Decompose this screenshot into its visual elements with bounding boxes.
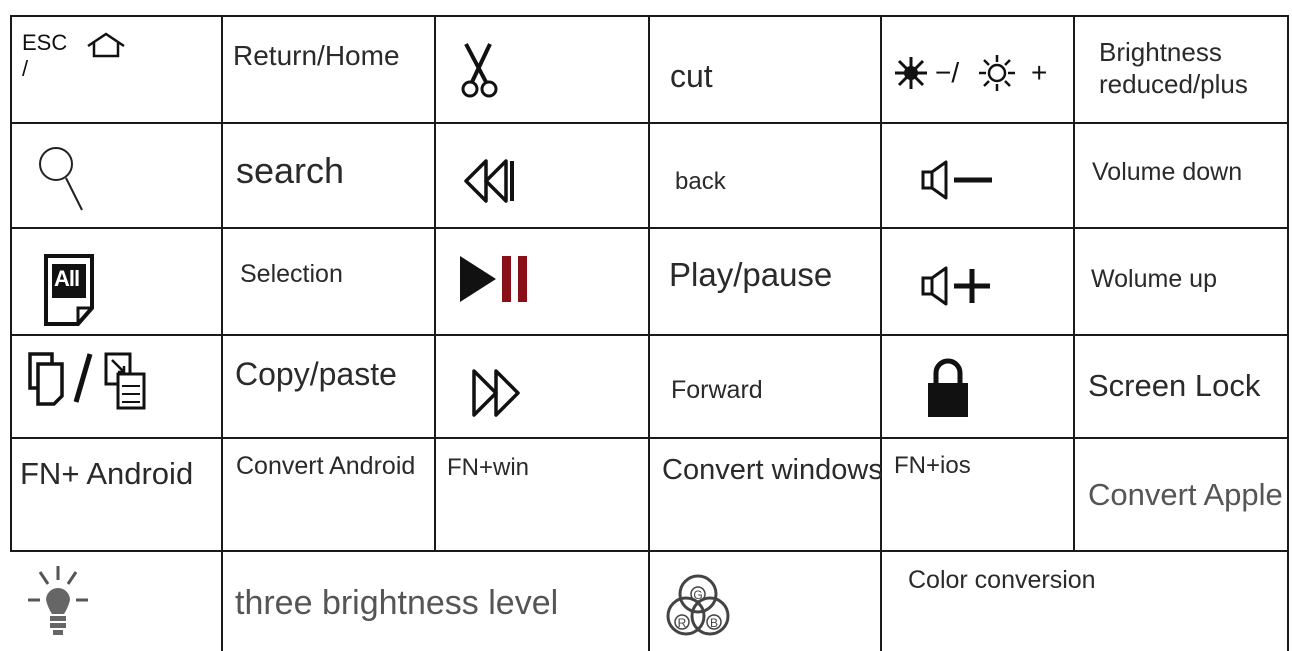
- desc-play-pause: Play/pause: [669, 256, 833, 293]
- lock-icon: [926, 355, 970, 419]
- desc-return-home: Return/Home: [233, 40, 400, 71]
- copy-paste-icon: [26, 350, 158, 414]
- desc-cut: cut: [670, 58, 713, 94]
- desc-screen-lock: Screen Lock: [1088, 368, 1261, 403]
- column-divider: [434, 15, 436, 552]
- desc-convert-android: Convert Android: [236, 452, 416, 480]
- shortcut-table: ESC / Return/Home cut −/ + Brightness reduced/plus search back Volume down All Selection Play/pause Wolume up Copy/paste Forward Screen Lock FN+ Android Convert Android FN+win Convert windows FN+ios Convert Apple three brightness level G R B Color conversion: [0, 0, 1292, 651]
- rgb-circles-icon: [660, 570, 736, 646]
- scissors-icon: [460, 42, 500, 102]
- desc-back: back: [675, 168, 726, 195]
- column-divider: [10, 15, 12, 551]
- key-fn-android: FN+ Android: [20, 456, 194, 491]
- play-pause-icon: [458, 254, 538, 304]
- desc-convert-apple: Convert Apple: [1088, 477, 1283, 512]
- desc-color-conversion: Color conversion: [908, 566, 1096, 594]
- desc-search: search: [236, 150, 345, 191]
- column-divider: [648, 15, 650, 651]
- desc-brightness: Brightness reduced/plus: [1099, 37, 1248, 99]
- column-divider: [1287, 15, 1289, 651]
- bulb-icon: [26, 564, 90, 640]
- key-fn-ios: FN+ios: [894, 452, 971, 479]
- rgb-letter-r: R: [677, 616, 687, 630]
- desc-selection: Selection: [240, 260, 343, 288]
- rgb-letter-b: B: [709, 616, 719, 630]
- select-all-icon: All: [42, 252, 98, 328]
- column-divider: [1073, 15, 1075, 552]
- fast-forward-icon: [470, 368, 530, 418]
- desc-forward: Forward: [671, 376, 763, 404]
- volume-down-icon: [920, 160, 1000, 200]
- rgb-letter-g: G: [693, 588, 703, 602]
- rewind-icon: [462, 158, 522, 204]
- key-fn-win: FN+win: [447, 454, 530, 481]
- column-divider: [221, 15, 223, 651]
- volume-up-icon: [920, 266, 1000, 306]
- search-icon: [36, 142, 84, 214]
- desc-convert-windows: Convert windows: [662, 454, 883, 486]
- desc-volume-down: Volume down: [1092, 158, 1243, 186]
- column-divider: [880, 15, 882, 651]
- desc-volume-up: Wolume up: [1091, 265, 1217, 293]
- desc-copy-paste: Copy/paste: [235, 356, 397, 392]
- desc-three-brightness: three brightness level: [235, 584, 559, 622]
